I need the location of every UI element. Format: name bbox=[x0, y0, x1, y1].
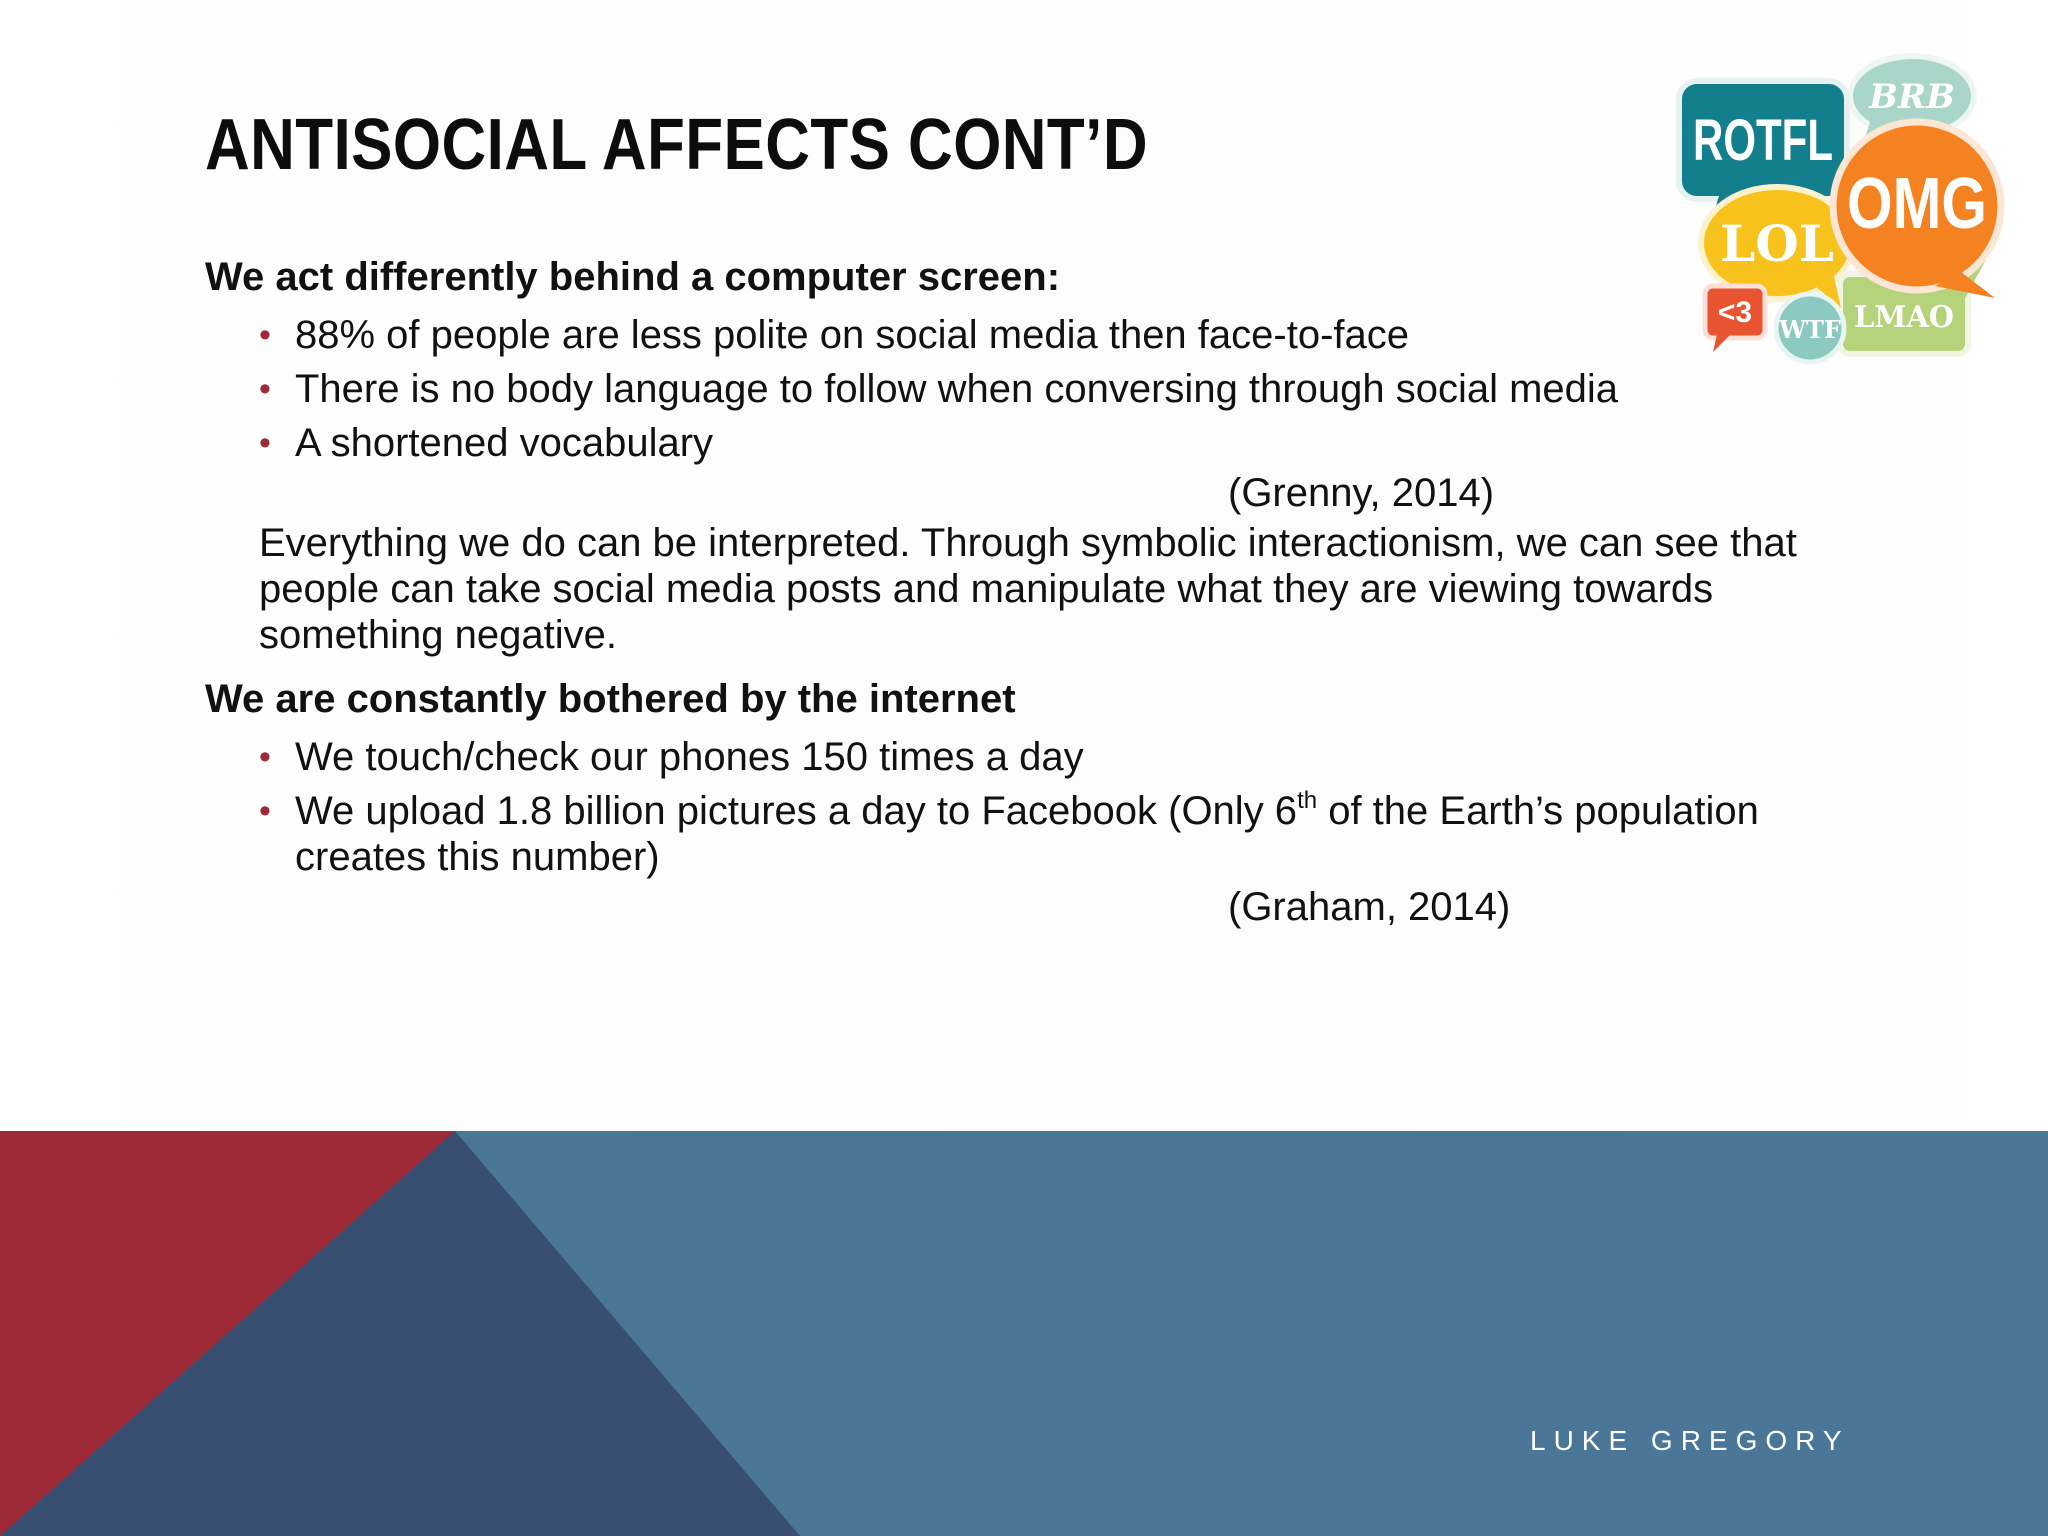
bullet-text: There is no body language to follow when conversing through social media bbox=[295, 367, 1619, 411]
section2-bullet-list bbox=[205, 734, 1845, 880]
author-name: LUKE GREGORY bbox=[1530, 1425, 1850, 1456]
slide-title: ANTISOCIAL AFFECTS CONT’D bbox=[205, 105, 1148, 185]
bullet-dot: • bbox=[259, 424, 271, 462]
bullet-dot: • bbox=[259, 316, 271, 354]
list-item bbox=[205, 420, 1845, 466]
bullet-dot: • bbox=[259, 370, 271, 408]
bubble-omg-text: OMG bbox=[1847, 164, 1987, 244]
bubble-rotfl-text: ROTFL bbox=[1693, 108, 1833, 173]
section1-bullet-list bbox=[205, 312, 1845, 466]
footer-shapes bbox=[0, 1131, 2048, 1536]
bullet-text-part: of the Earth’s population creates this number) bbox=[295, 789, 1759, 879]
bullet-text: A shortened vocabulary bbox=[295, 421, 714, 465]
bullet-text-part: We upload 1.8 billion pictures a day to Facebook (Only 6 bbox=[295, 789, 1298, 833]
section2-heading: We are constantly bothered by the internet bbox=[205, 677, 1016, 721]
bullet-text: 88% of people are less polite on social media then face-to-face bbox=[295, 313, 1410, 357]
bullet-dot: • bbox=[259, 792, 271, 830]
list-item bbox=[205, 788, 1845, 880]
footer-band bbox=[0, 1131, 2048, 1536]
citation-graham: (Graham, 2014) bbox=[1228, 885, 1511, 929]
bubble-heart-text: <3 bbox=[1717, 296, 1753, 329]
bubble-brb-text: BRB bbox=[1869, 77, 1955, 117]
list-item bbox=[205, 312, 1845, 358]
citation-grenny: (Grenny, 2014) bbox=[1228, 471, 1495, 515]
bullet-text: We touch/check our phones 150 times a day bbox=[295, 735, 1084, 779]
superscript-th: th bbox=[1297, 787, 1318, 814]
bubble-lmao-text: LMAO bbox=[1854, 300, 1954, 335]
bullet-dot: • bbox=[259, 738, 271, 776]
list-item bbox=[205, 734, 1845, 780]
slide-body bbox=[205, 250, 1845, 934]
section1-heading: We act differently behind a computer screen: bbox=[205, 255, 1061, 299]
bubble-lol-text: LOL bbox=[1720, 214, 1834, 273]
interpretation-paragraph: Everything we do can be interpreted. Through symbolic interactionism, we can see that people can take social media posts and manipulate what they are viewing towards something negative. bbox=[259, 521, 1797, 657]
bubble-wtf-text: WTF bbox=[1779, 315, 1841, 344]
list-item bbox=[205, 366, 1845, 412]
